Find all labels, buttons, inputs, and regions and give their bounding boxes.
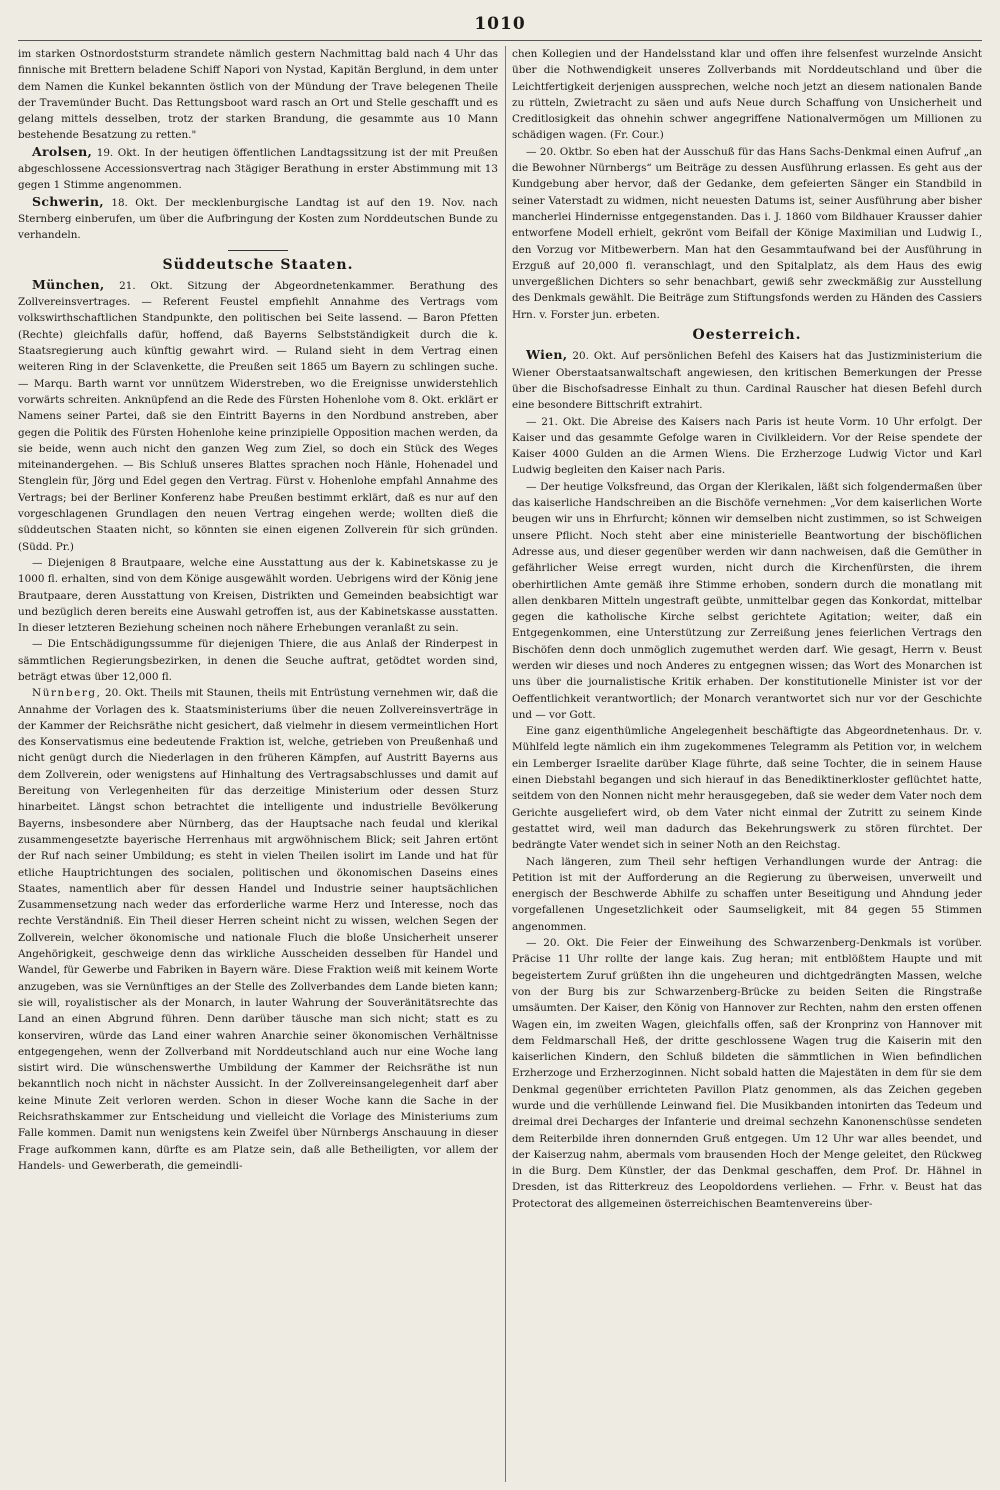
article-kaiser-abreise: — 21. Okt. Die Abreise des Kaisers nach Paris ist heute Vorm. 10 Uhr erfolgt. Der Kaiser und das gesammte Gefolge waren in Civilkleidern. Vor der Reise spendete der Kaiser 4000 Gulden an die Armen Wiens. Die Erzherzoge Ludwig Victor und Karl Ludwig begleiten den Kaiser nach Paris.: [512, 415, 982, 477]
column-divider: [505, 46, 506, 1482]
section-divider: [228, 250, 288, 251]
page-number: 1010: [474, 14, 526, 34]
dateline-arolsen: Arolsen,: [32, 143, 93, 159]
article-volksfreund: — Der heutige Volksfreund, das Organ der Klerikalen, läßt sich folgendermaßen über das kaiserliche Handschreiben an die Bischöfe vernehmen: „Vor dem kaiserlichen Worte beugen wir uns in Ehrfurcht; können wir demselben nicht zustimmen, so ist Schweigen unsere Pflicht. Noch steht aber eine ministerielle Beantwortung der bischöflichen Adresse aus, und dieser gegenüber werden wir dann nachweisen, daß die Gemüther in gefährlicher Weise erregt wurden, nicht durch die Kirchenfürsten, die ihrem oberhirtlichen Amte gemäß ihre Stimme erhoben, sondern durch die monatlang mit allen denkbaren Mitteln ungestraft geübte, unmittelbar gegen das Konkordat, mittelbar gegen die katholische Kirche selbst gerichtete Agitation; weiter, daß ein Entgegenkommen, eine Unterstützung zur Zerreißung jenes feierlichen Vertrags den Bischöfen denn doch unmöglich zugemuthet werden darf. Wie gesagt, Herrn v. Beust werden wir dieses und noch Anderes zu entgegnen wissen; das Wort des Monarchen ist uns über die journalistische Kritik erhaben. Der konstitutionelle Minister ist vor der Oeffentlichkeit verantwortlich; der Monarch verantwortet sich nur vor der Geschichte und — vor Gott.: [512, 480, 982, 721]
right-column: [512, 46, 982, 1482]
article-muenchen: [18, 277, 498, 555]
article-schwerin: [18, 194, 498, 244]
left-column: [18, 46, 498, 1482]
article-arolsen-text: 19. Okt. In der heutigen öffentlichen Landtagssitzung ist der mit Preußen abgeschlossene Accessionsvertrag nach 3tägiger Berathung in erster Abstimmung mit 13 gegen 1 Stimme angenommen.: [18, 146, 498, 192]
article-rinderpest: — Die Entschädigungssumme für diejenigen Thiere, die aus Anlaß der Rinderpest in sämmtlichen Regierungsbezirken, in denen die Seuche auftrat, getödtet worden sind, beträgt etwas über 12,000 fl.: [18, 638, 498, 683]
article-nuernberg-text: 20. Okt. Theils mit Staunen, theils mit Entrüstung vernehmen wir, daß die Annahme der Vorlagen des k. Staatsministeriums über die neuen Zollvereinsverträge in der Kammer der Reichsräthe nicht gesichert, daß vielmehr in diesem vermeintlichen Hort des Konservatismus eine bedeutende Fraktion ist, welche, getrieben von Preußenhaß und nicht genügt durch die Niederlagen in den früheren Kämpfen, auf Austritt Bayerns aus dem Zollverein, oder wenigstens auf Hinhaltung des Vertragsabschlusses und damit auf Bereitung von Verlegenheiten für das derzeitige Ministerium oder dessen Sturz hinarbeitet. Längst schon betrachtet die intelligente und industrielle Bevölkerung Bayerns, insbesondere aber Nürnberg, das der Hauptsache nach feudal und klerikal zusammengesetzte bayerische Herrenhaus mit argwöhnischem Blick; seit Jahren ertönt der Ruf nach seiner Umbildung; es steht in vielen Theilen isolirt im Lande und hat für etliche Hauptrichtungen des socialen, politischen und ökonomischen Daseins eines Staates, namentlich aber für dessen Handel und Industrie seiner hauptsächlichen Zusammensetzung nach weder das erforderliche warme Herz und Interesse, noch das rechte Verständniß. Ein Theil dieser Herren scheint nicht zu wissen, welchen Segen der Zollverein, welcher ökonomische und nationale Fluch die bloße Unsicherheit unserer Angehörigkeit, geschweige denn das wirkliche Ausscheiden desselben für Handel und Wandel, für Gewerbe und Fabriken in Bayern wäre. Diese Fraktion weiß mit keinem Worte anzugeben, was sie Vernünftiges an der Stelle des Zollverbandes dem Lande bieten kann; sie will, royalistischer als der Monarch, in lauter Wahrung der Souveränitätsrechte das Land an einen Abgrund führen. Denn darüber täusche man sich nicht; statt es zu konserviren, würde das Land einer wahren Anarchie seiner ökonomischen Verhältnisse entgegengehen, wenn der Zollverband mit Norddeutschland auch nur eine Woche lang sistirt wird. Die wünschenswerthe Umbildung der Kammer der Reichsräthe ist nun bekanntlich noch nicht in nächster Aussicht. In der Zollvereinsangelegenheit darf aber keine Minute Zeit verloren werden. Schon in dieser Woche kann die Sache in der Reichsrathskammer zur Entscheidung und vielleicht die Vorlage des Ministeriums zum Falle kommen. Damit nun wenigstens kein Zweifel über Nürnbergs Anschauung in dieser Frage aufkommen kann, dürfte es am Platze sein, daß alle Betheiligten, vor allem der Handels- und Gewerberath, die gemeindli-: [18, 687, 498, 1172]
dateline-wien: Wien,: [526, 347, 568, 363]
section-heading-oesterreich: Oesterreich.: [692, 327, 802, 344]
article-wien: [512, 347, 982, 413]
article-schwerin-text: 18. Okt. Der mecklenburgische Landtag ist auf den 19. Nov. nach Sternberg einberufen, um über die Aufbringung der Kosten zum Norddeutschen Bunde zu verhandeln.: [18, 196, 498, 242]
article-hans-sachs: — 20. Oktbr. So eben hat der Ausschuß für das Hans Sachs-Denkmal einen Aufruf „an die Bewohner Nürnbergs“ um Beiträge zu dessen Ausführung erlassen. Es geht aus der Kundgebung aber hervor, daß der Gedanke, dem gefeierten Sänger ein Standbild in seiner Vaterstadt zu widmen, nicht neuesten Datums ist, seiner Ausführung aber bisher mancherlei Hindernisse entgegenstanden. Das i. J. 1860 vom Bildhauer Krausser dahier entworfene Modell erhielt, gekrönt vom Beifall der Könige Maximilian und Ludwig I., den Vorzug vor Mitbewerbern. Man hat den Gesammtaufwand bei der Ausführung in Erzguß auf 20,000 fl. veranschlagt, und den Spitalplatz, als dem Haus des ewig unvergeßlichen Dichters so sehr benachbart, gewiß sehr zweckmäßig zur Ausstellung des Denkmals gewählt. Die Beiträge zum Stiftungsfonds werden zu Händen des Cassiers Hrn. v. Forster jun. erbeten.: [512, 145, 982, 321]
article-nuernberg-continued: chen Kollegien und der Handelsstand klar und offen ihre felsenfest wurzelnde Ansicht über die Nothwendigkeit unseres Zollverbands mit Norddeutschland und über die Leichtfertigkeit derjenigen aussprechen, welche noch jetzt an diesem nationalen Bande zu rütteln, Zwietracht zu säen und aufs Neue durch Schaffung von Unsicherheit und Creditlosigkeit das ohnehin schwer angegriffene Nationalvermögen um Millionen zu schädigen wagen. (Fr. Cour.): [512, 48, 982, 142]
article-schwarzenberg-denkmal: — 20. Okt. Die Feier der Einweihung des Schwarzenberg-Denkmals ist vorüber. Präcise 11 Uhr rollte der lange kais. Zug heran; mit entblößtem Haupte und mit begeistertem Zuruf grüßten ihn die ungeheuren und dichtgedrängten Massen, welche von der Burg bis zur Schwarzenberg-Brücke zu beiden Seiten die Ringstraße umsäumten. Der Kaiser, den König von Hannover zur Rechten, nahm den ersten offenen Wagen ein, im zweiten Wagen, gleichfalls offen, saß der Kronprinz von Hannover mit dem Feldmarschall Heß, der dritte geschlossene Wagen trug die Kaiserin mit den kaiserlichen Kindern, den Schluß bildeten die sämmtlichen in Wien befindlichen Erzherzoge und Erzherzoginnen. Nicht sobald hatten die Majestäten in dem für sie dem Denkmal gegenüber errichteten Pavillon Platz genommen, als das Zeichen gegeben wurde und die verhüllende Leinwand fiel. Die Musikbanden intonirten das Tedeum und dreimal drei Decharges der Infanterie und dreimal sechzehn Kanonenschüsse sendeten dem Reiterbilde ihren donnernden Gruß entgegen. Um 12 Uhr war alles beendet, und der Kaiserzug nahm, abermals vom brausenden Hoch der Menge geleitet, den Rückweg in die Burg. Dem Künstler, der das Denkmal geschaffen, dem Prof. Dr. Hähnel in Dresden, ist das Ritterkreuz des Leopoldordens verliehen. — Frhr. v. Beust hat das Protectorat des allgemeinen österreichischen Beamtenvereins über-: [512, 937, 982, 1210]
article-luebeck-end: im starken Ostnordoststurm strandete nämlich gestern Nachmittag bald nach 4 Uhr das finnische mit Brettern beladene Schiff Napori von Nystad, Kapitän Berglund, in dem unter dem Namen die Kunkel bekannten östlich von der Mündung der Trave belegenen Theile der Travemünder Bucht. Das Rettungsboot ward rasch an Ort und Stelle geschafft und es gelang mittels desselben, trotz der starken Brandung, die gesammte aus 10 Mann bestehende Besatzung zu retten.": [18, 48, 498, 142]
article-brautpaare: — Diejenigen 8 Brautpaare, welche eine Ausstattung aus der k. Kabinetskasse zu je 1000 fl. erhalten, sind von dem Könige ausgewählt worden. Uebrigens wird der König jene Brautpaare, deren Ausstattung von Kreisen, Distrikten und Gemeinden beabsichtigt war und bezüglich deren bereits eine Auswahl getroffen ist, aus der Kabinetskasse ausstatten. In dieser letzteren Beziehung scheinen noch nähere Erhebungen veranlaßt zu sein.: [18, 556, 498, 635]
article-muenchen-text: 21. Okt. Sitzung der Abgeordnetenkammer. Berathung des Zollvereinsvertrages. — Referent Feustel empfiehlt Annahme des Vertrags vom volkswirthschaftlichen Standpunkte, den politischen bei Seite lassend. — Baron Pfetten (Rechte) gleichfalls dafür, hoffend, daß Bayerns Selbstständigkeit durch die k. Staatsregierung auch künftig gewahrt wird. — Ruland sieht in dem Vertrag einen weiteren Ring in der Sclavenkette, die Preußen seit 1865 um Bayern zu schlingen suche. — Marqu. Barth warnt vor unnützem Widerstreben, wo die Ereignisse unwiderstehlich vorwärts schreiten. Anknüpfend an die Rede des Fürsten Hohenlohe vom 8. Okt. erklärt er Namens seiner Partei, daß sie den Eintritt Bayerns in den Nordbund anstreben, aber gegen die Politik des Fürsten Hohenlohe keine prinzipielle Opposition machen werden, da sie beide, wenn auch nicht den ganzen Weg zum Ziel, so doch ein Stück des Weges miteinandergehen. — Bis Schluß unseres Blattes sprachen noch Hänle, Hohenadel und Stenglein für, Jörg und Edel gegen den Vertrag. Fürst v. Hohenlohe empfahl Annahme des Vertrags; bei der Berliner Konferenz habe Preußen bestimmt erklärt, daß es nur auf den vorgeschlagenen Grundlagen den neuen Vertrag eingehen werde; wollten dieß die süddeutschen Staaten nicht, so könnten sie einen eigenen Zollverein für sich gründen. (Südd. Pr.): [18, 279, 498, 553]
dateline-schwerin: Schwerin,: [32, 193, 104, 209]
article-abgeordnetenhaus: Eine ganz eigenthümliche Angelegenheit beschäftigte das Abgeordnetenhaus. Dr. v. Mühlfeld legte nämlich ein ihm zugekommenes Telegramm als Petition vor, in welchem ein Lemberger Israelite darüber Klage führte, daß seine Tochter, die in seinem Hause einen Diebstahl begangen und sich hierauf in das Benediktinerkloster geflüchtet hatte, seitdem von den Nonnen nicht mehr herausgegeben, daß sie weder dem Vater noch dem Gerichte ausgeliefert wird, ob dem Vater nicht einmal der Zutritt zu seinem Kinde gestattet wird, weil man dadurch das Bekehrungswerk zu stören fürchtet. Der bedrängte Vater wendet sich in seiner Noth an den Reichstag.: [512, 725, 982, 852]
dateline-muenchen: München,: [32, 276, 105, 292]
article-arolsen: [18, 144, 498, 194]
article-antrag: Nach längeren, zum Theil sehr heftigen Verhandlungen wurde der Antrag: die Petition ist mit der Aufforderung an die Regierung zu überweisen, unverweilt und energisch der Beschwerde Abhilfe zu schaffen unter Beseitigung und Ahndung jeder vorgefallenen Ungesetzlichkeit oder Saumseligkeit, mit 84 gegen 55 Stimmen angenommen.: [512, 855, 982, 933]
article-wien-text: 20. Okt. Auf persönlichen Befehl des Kaisers hat das Justizministerium die Wiener Oberstaatsanwaltschaft angewiesen, den kritischen Bemerkungen der Presse über die Bischofsadresse Einhalt zu thun. Cardinal Rauscher hat diesen Befehl durch eine besondere Bittschrift extrahirt.: [512, 350, 982, 412]
article-nuernberg: [18, 685, 498, 1174]
dateline-nuernberg: Nürnberg,: [32, 687, 102, 700]
section-heading-sueddeutsche: Süddeutsche Staaten.: [162, 256, 354, 273]
header-rule: [18, 40, 982, 41]
